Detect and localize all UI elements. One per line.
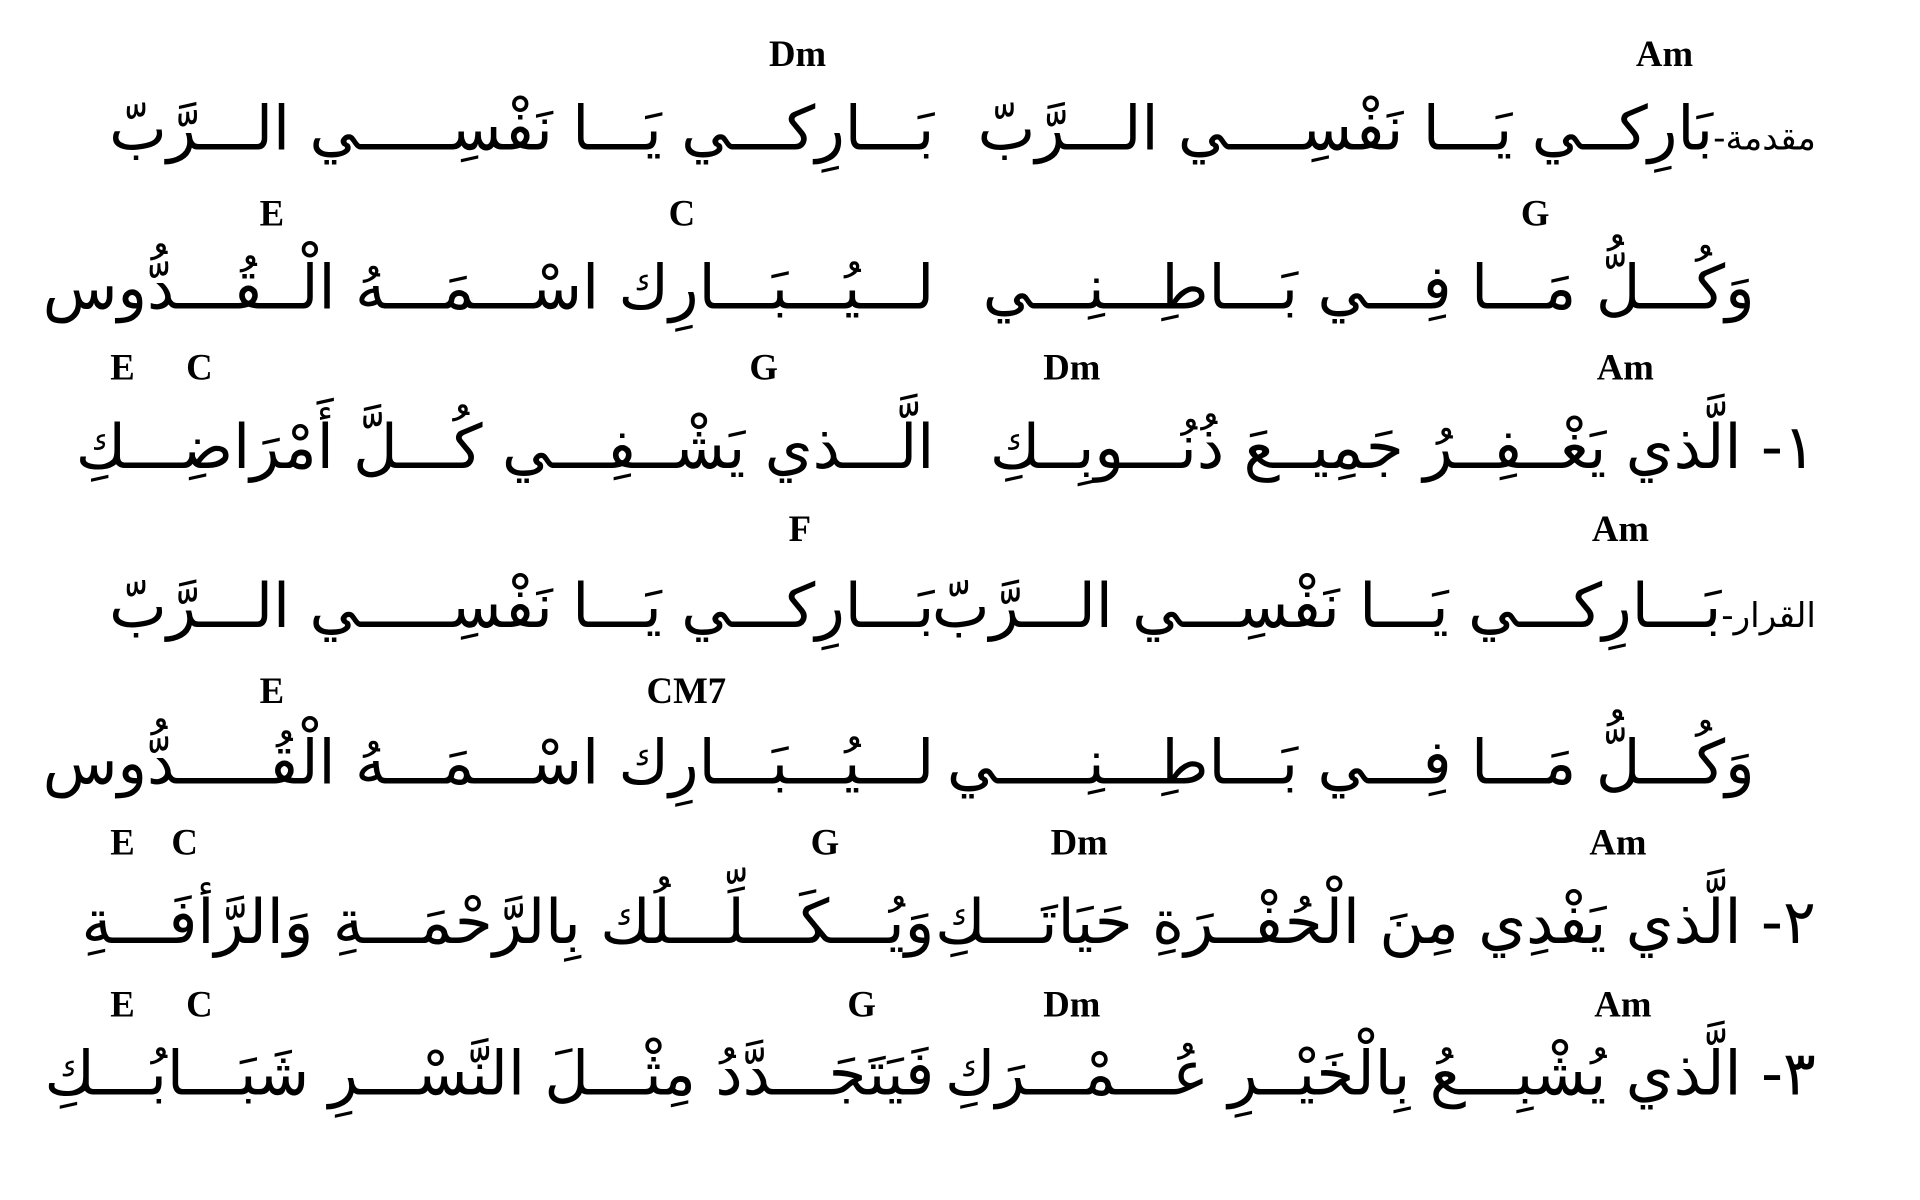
lyric-line-3-left: الَّـــذي يَشْــفِـــي كُـــلَّ أَمْرَاضِـــكِ [75, 411, 935, 483]
chord: E [110, 822, 135, 864]
lyric-line-2-left: لـــيُـــبَـــارِك اسْـــمَـــهُ الْــقُـــدُّوس [42, 252, 935, 324]
chord: C [186, 347, 213, 389]
lyric-line-4-left: بَـــارِكـــي يَـــا نَفْسِـــــي الـــرَّبّ [109, 570, 935, 642]
chord: G [749, 347, 778, 389]
chord: E [110, 984, 135, 1025]
chord: Am [1596, 347, 1654, 389]
chord: F [788, 509, 812, 550]
lyric-line-5-right: وَكُـــلُّ مَـــا فِـــي بَـــاطِـــنِـــــي [946, 727, 1755, 799]
section-label-intro: مقدمة- [1713, 117, 1816, 158]
chord: Am [1594, 984, 1652, 1025]
lyric-line-1-right [977, 93, 1816, 165]
chord: Dm [768, 34, 827, 75]
chord: G [810, 822, 840, 864]
chord: Dm [1043, 984, 1101, 1025]
chord: G [847, 984, 876, 1025]
lyric-line-1-left: بَـــارِكـــي يَـــا نَفْسِـــــي الـــرَّبّ [109, 93, 935, 165]
lyric-line-7-right: ٣- الَّذي يُشْبِـــعُ بِالْخَيْــرِ عُـــمْـــرَكِ [945, 1038, 1816, 1110]
lyric-line-6-right: ٢- الَّذي يَفْدِي مِنَ الْحُفْــرَةِ حَيَاتَـــكِ [935, 886, 1816, 958]
chord: C [186, 984, 213, 1025]
chord: C [668, 193, 696, 234]
chord: E [110, 347, 135, 389]
lyric-line-4-right [931, 570, 1816, 642]
chord: Dm [1050, 822, 1108, 864]
lyric-line-1-right-text: بَارِكــي يَـــا نَفْسِــــي الـــرَّبّ [977, 93, 1714, 165]
chord: G [1520, 193, 1550, 234]
lyric-line-6-left: وَيُـــكَـــلِّـــلُك بِالرَّحْمَـــةِ وَالرَّأفَـــةِ [81, 886, 935, 958]
chord: Am [1589, 822, 1647, 864]
lyric-line-5-left: لـــيُـــبَـــارِك اسْـــمَـــهُ الْقُـــــدُّوس [42, 727, 935, 799]
lyric-line-4-right-text: بَـــارِكـــي يَـــا نَفْسِـــي الـــرَّبّ [931, 570, 1722, 642]
chord: C [171, 822, 198, 864]
chord: Am [1591, 509, 1649, 550]
lyric-line-7-left: فَيَتَجَـــدَّدُ مِثْـــلَ النَّسْـــرِ شَبَـــابُـــكِ [44, 1038, 935, 1110]
lyric-line-2-right: وَكُـــلُّ مَـــا فِـــي بَـــاطِـــنِـــي [982, 252, 1755, 324]
section-label-chorus: القرار- [1721, 595, 1816, 636]
chord: CM7 [646, 671, 727, 712]
chord: Dm [1043, 347, 1101, 389]
chord: Am [1635, 34, 1694, 75]
chord: E [259, 193, 285, 234]
lyric-line-3-right: ١- الَّذي يَغْــفِــرُ جَمِيــعَ ذُنُـــوبِــكِ [989, 411, 1816, 483]
chord: E [259, 671, 285, 712]
